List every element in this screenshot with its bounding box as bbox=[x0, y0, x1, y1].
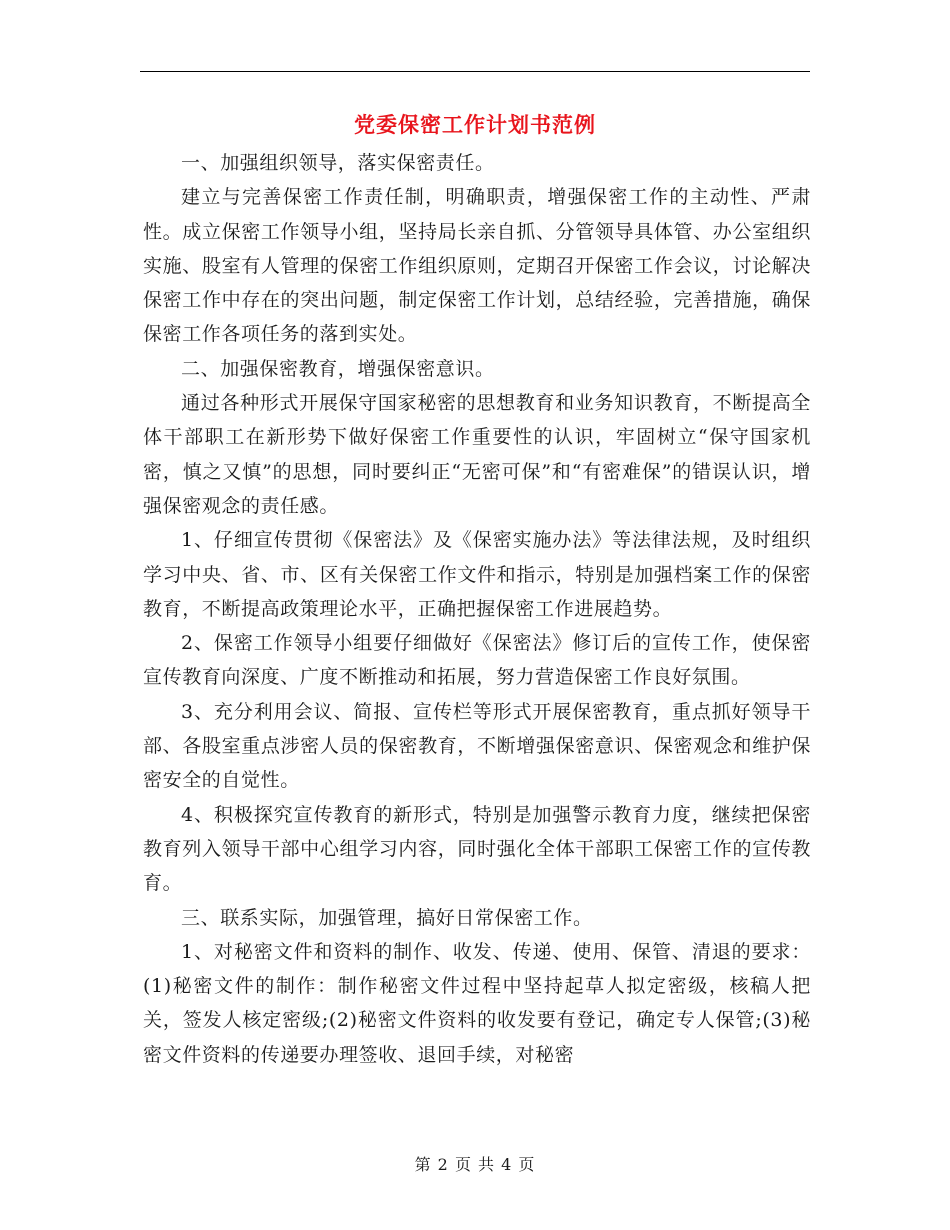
body-paragraph: 建立与完善保密工作责任制，明确职责，增强保密工作的主动性、严肃性。成立保密工作领导小组，坚持局长亲自抓、分管领导具体管、办公室组织实施、股室有人管理的保密工作组织原则，定期召开保密工作会议，讨论解决保密工作中存在的突出问题，制定保密工作计划，总结经验，完善措施，确保保密工作各项任务的落到实处。 bbox=[143, 186, 811, 346]
page-number-footer: 第 2 页 共 4 页 bbox=[414, 1155, 536, 1174]
list-item-paragraph: 3、充分利用会议、简报、宣传栏等形式开展保密教育，重点抓好领导干部、各股室重点涉密人员的保密教育，不断增强保密意识、保密观念和维护保密安全的自觉性。 bbox=[143, 700, 811, 792]
section-heading-3: 三、联系实际，加强管理，搞好日常保密工作。 bbox=[181, 906, 593, 929]
list-item-paragraph: 1、对秘密文件和资料的制作、收发、传递、使用、保管、清退的要求：(1)秘密文件的制作：制作秘密文件过程中坚持起草人拟定密级，核稿人把关，签发人核定密级;(2)秘密文件资料的收发要有登记，确定专人保管;(3)秘密文件资料的传递要办理签收、退回手续，对秘密 bbox=[143, 940, 811, 1066]
document-title: 党委保密工作计划书范例 bbox=[354, 112, 596, 137]
list-item-paragraph: 2、保密工作领导小组要仔细做好《保密法》修订后的宣传工作，使保密宣传教育向深度、广度不断推动和拓展，努力营造保密工作良好氛围。 bbox=[143, 632, 811, 689]
list-item-paragraph: 4、积极探究宣传教育的新形式，特别是加强警示教育力度，继续把保密教育列入领导干部中心组学习内容，同时强化全体干部职工保密工作的宣传教育。 bbox=[143, 803, 811, 895]
header-rule bbox=[140, 71, 810, 72]
list-item-paragraph: 1、仔细宣传贯彻《保密法》及《保密实施办法》等法律法规，及时组织学习中央、省、市、区有关保密工作文件和指示，特别是加强档案工作的保密教育，不断提高政策理论水平，正确把握保密工作进展趋势。 bbox=[143, 529, 811, 620]
body-paragraph: 通过各种形式开展保守国家秘密的思想教育和业务知识教育，不断提高全体干部职工在新形势下做好保密工作重要性的认识，牢固树立“保守国家机密，慎之又慎”的思想，同时要纠正“无密可保”和“有密难保”的错误认识，增强保密观念的责任感。 bbox=[143, 392, 811, 517]
section-heading-2: 二、加强保密教育，增强保密意识。 bbox=[181, 357, 495, 380]
section-heading-1: 一、加强组织领导，落实保密责任。 bbox=[181, 152, 495, 174]
document-body bbox=[143, 146, 811, 1072]
